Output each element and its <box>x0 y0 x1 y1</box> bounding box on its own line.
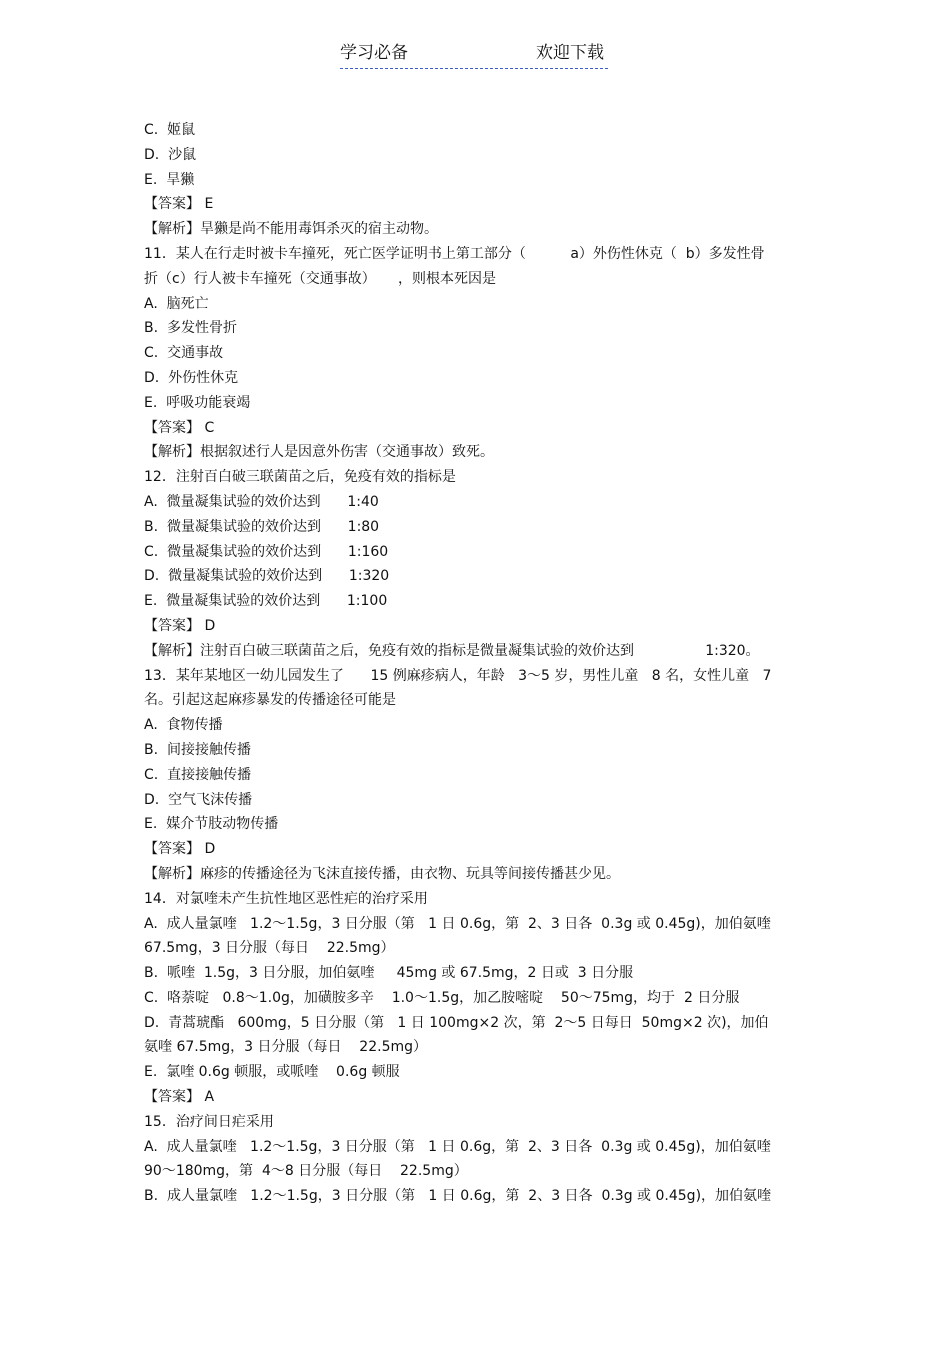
option-line: A. 成人量氯喹 1.2～1.5g，3 日分服（第 1 日 0.6g，第 2、3 日各 0.3g 或 0.45g)，加伯氨喹 <box>144 1138 771 1155</box>
question-line: 11．某人在行走时被卡车撞死，死亡医学证明书上第工部分（ a）外伤性休克（ b）多发性骨 <box>144 245 765 262</box>
option-line: 90～180mg，第 4～8 日分服（每日 22.5mg） <box>144 1163 468 1180</box>
question-line: 13．某年某地区一幼儿园发生了 15 例麻疹病人，年龄 3～5 岁，男性儿童 8 名，女性儿童 7 <box>144 667 772 684</box>
analysis-line: 【解析】旱獭是尚不能用毒饵杀灭的宿主动物。 <box>144 221 438 238</box>
option-line: A. 食物传播 <box>144 717 223 734</box>
option-line: A. 成人量氯喹 1.2～1.5g，3 日分服（第 1 日 0.6g，第 2、3 日各 0.3g 或 0.45g)，加伯氨喹 <box>144 915 771 932</box>
question-line: 12．注射百白破三联菌苗之后，免疫有效的指标是 <box>144 469 456 486</box>
header-left-text: 学习必备 <box>340 43 408 63</box>
answer-line: 【答案】 E <box>144 196 214 213</box>
option-line: C. 交通事故 <box>144 345 224 362</box>
text-line: E. 旱獭 <box>144 171 195 188</box>
option-line: B. 成人量氯喹 1.2～1.5g，3 日分服（第 1 日 0.6g，第 2、3 日各 0.3g 或 0.45g)，加伯氨喹 <box>144 1188 772 1205</box>
option-line: C. 直接接触传播 <box>144 766 252 783</box>
question-line: 折（c）行人被卡车撞死（交通事故） ，则根本死因是 <box>144 270 496 287</box>
analysis-line: 【解析】注射百白破三联菌苗之后，免疫有效的指标是微量凝集试验的效价达到 1:320。 <box>144 642 760 659</box>
option-line: D. 青蒿琥酯 600mg，5 日分服（第 1 日 100mg×2 次，第 2～5 日每日 50mg×2 次)，加伯 <box>144 1014 769 1031</box>
answer-line: 【答案】 C <box>144 419 215 436</box>
answer-line: 【答案】 D <box>144 841 216 858</box>
question-line: 14．对氯喹未产生抗性地区恶性疟的治疗采用 <box>144 890 428 907</box>
option-line: A. 脑死亡 <box>144 295 209 312</box>
option-line: C. 咯萘啶 0.8～1.0g，加磺胺多辛 1.0～1.5g，加乙胺嘧啶 50～75mg，均于 2 日分服 <box>144 989 740 1006</box>
option-line: B. 多发性骨折 <box>144 320 237 337</box>
option-line: E. 氯喹 0.6g 顿服，或哌喹 0.6g 顿服 <box>144 1064 400 1081</box>
option-line: D. 微量凝集试验的效价达到 1:320 <box>144 568 390 585</box>
analysis-line: 【解析】麻疹的传播途径为飞沫直接传播，由衣物、玩具等间接传播甚少见。 <box>144 865 620 882</box>
question-line: 名。引起这起麻疹暴发的传播途径可能是 <box>144 692 396 709</box>
document-body <box>144 118 814 1209</box>
option-line: E. 媒介节肢动物传播 <box>144 816 279 833</box>
answer-line: 【答案】 D <box>144 617 216 634</box>
option-line: D. 空气飞沫传播 <box>144 791 253 808</box>
option-line: 67.5mg，3 日分服（每日 22.5mg） <box>144 940 395 957</box>
option-line: C. 微量凝集试验的效价达到 1:160 <box>144 543 389 560</box>
option-line: B. 微量凝集试验的效价达到 1:80 <box>144 518 380 535</box>
question-line: 15．治疗间日疟采用 <box>144 1113 274 1130</box>
text-line: D. 沙鼠 <box>144 146 197 163</box>
header-right-text: 欢迎下载 <box>536 43 604 63</box>
option-line: D. 外伤性休克 <box>144 369 239 386</box>
option-line: E. 呼吸功能衰竭 <box>144 394 251 411</box>
option-line: A. 微量凝集试验的效价达到 1:40 <box>144 493 379 510</box>
option-line: B. 间接接触传播 <box>144 741 251 758</box>
option-line: B. 哌喹 1.5g，3 日分服，加伯氨喹 45mg 或 67.5mg，2 日或 3 日分服 <box>144 965 634 982</box>
page-header <box>340 40 608 69</box>
text-line: C. 姬鼠 <box>144 122 196 138</box>
option-line: E. 微量凝集试验的效价达到 1:100 <box>144 593 388 610</box>
option-line: 氨喹 67.5mg，3 日分服（每日 22.5mg） <box>144 1039 428 1056</box>
answer-line: 【答案】 A <box>144 1089 215 1106</box>
analysis-line: 【解析】根据叙述行人是因意外伤害（交通事故）致死。 <box>144 444 494 461</box>
